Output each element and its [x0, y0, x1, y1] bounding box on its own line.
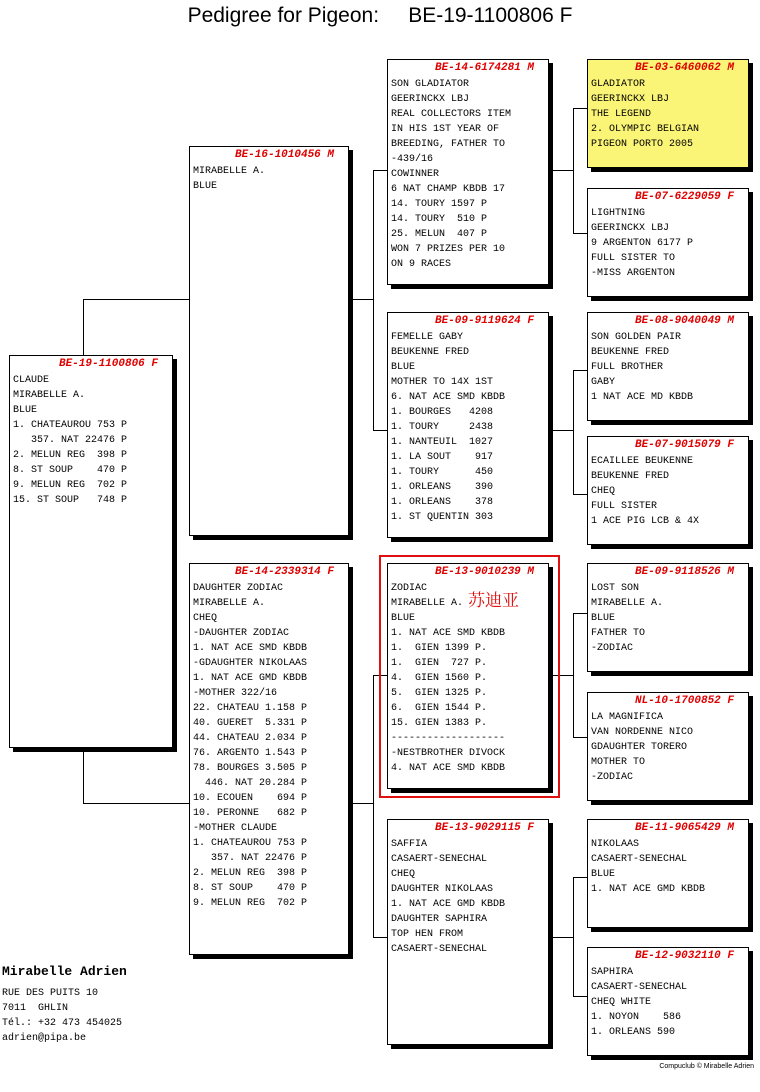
pigeon-card-ggs-7	[587, 819, 749, 928]
connector	[349, 299, 374, 300]
detail-line: GLADIATOR	[591, 79, 646, 90]
detail-line: GABY	[591, 377, 616, 388]
connector	[349, 803, 374, 804]
connector	[83, 748, 84, 804]
detail-line: CHEQ	[193, 613, 218, 624]
detail-line: BREEDING, FATHER TO	[391, 139, 506, 150]
detail-line: 1. NAT ACE GMD KBDB	[591, 884, 706, 895]
detail-line: BEUKENNE FRED	[591, 471, 670, 482]
connector	[573, 613, 588, 614]
detail-line: 40. GUERET 5.331 P	[193, 718, 308, 729]
detail-line: 10. PERONNE 682 P	[193, 808, 308, 819]
pigeon-details	[193, 164, 265, 194]
connector	[373, 675, 374, 937]
ring-number: BE-07-6229059 F	[634, 191, 734, 203]
detail-line: 1. NAT ACE SMD KBDB	[391, 628, 506, 639]
detail-line: 1. BOURGES 4208	[391, 407, 494, 418]
connector	[83, 299, 84, 355]
connector	[549, 937, 574, 938]
pigeon-card-sire-dam	[387, 312, 549, 538]
pigeon-card-ggs-8	[587, 947, 749, 1056]
pigeon-details	[13, 373, 127, 508]
ring-number: BE-16-1010456 M	[234, 149, 334, 161]
connector	[373, 430, 388, 431]
footer-credit: Compuclub © Mirabelle Adrien	[659, 1063, 754, 1070]
detail-line: MOTHER TO	[591, 757, 646, 768]
detail-line: 2. OLYMPIC BELGIAN	[591, 124, 700, 135]
detail-line: 5. GIEN 1325 P.	[391, 688, 488, 699]
detail-line: BLUE	[193, 181, 218, 192]
ring-number: BE-14-6174281 M	[434, 62, 534, 74]
pigeon-details	[193, 581, 307, 911]
detail-line: 44. CHATEAU 2.034 P	[193, 733, 308, 744]
detail-line: 22. CHATEAU 1.158 P	[193, 703, 308, 714]
ring-number: BE-09-9118526 M	[634, 566, 734, 578]
connector	[373, 170, 388, 171]
detail-line: 1. CHATEAUROU 753 P	[13, 420, 128, 431]
detail-line: 1. ST QUENTIN 303	[391, 512, 494, 523]
connector	[373, 937, 388, 938]
connector	[573, 613, 574, 738]
detail-line: 9. MELUN REG 702 P	[193, 898, 308, 909]
owner-email[interactable]: adrien@pipa.be	[2, 1033, 87, 1044]
detail-line: BEUKENNE FRED	[591, 347, 670, 358]
pigeon-card-ggs-2	[587, 188, 749, 297]
detail-line: 1. NAT ACE SMD KBDB	[193, 643, 308, 654]
detail-line: 6. NAT ACE SMD KBDB	[391, 392, 506, 403]
pigeon-card-ggs-5	[587, 563, 749, 672]
pigeon-details	[591, 330, 693, 405]
detail-line: BLUE	[591, 869, 616, 880]
detail-line: FULL BROTHER	[591, 362, 664, 373]
detail-line: VAN NORDENNE NICO	[591, 727, 694, 738]
detail-line: 25. MELUN 407 P	[391, 229, 488, 240]
detail-line: 14. TOURY 510 P	[391, 214, 488, 225]
detail-line: 4. NAT ACE SMD KBDB	[391, 763, 506, 774]
detail-line: GEERINCKX LBJ	[591, 223, 670, 234]
ring-number: BE-19-1100806 F	[58, 358, 158, 370]
detail-line: MIRABELLE A.	[193, 166, 266, 177]
ring-number: BE-09-9119624 F	[434, 315, 534, 327]
detail-line: 1 NAT ACE MD KBDB	[591, 392, 694, 403]
connector	[573, 737, 588, 738]
detail-line: 357. NAT 22476 P	[13, 435, 128, 446]
detail-line: GEERINCKX LBJ	[391, 94, 470, 105]
detail-line: MOTHER TO 14X 1ST	[391, 377, 494, 388]
ring-number: BE-13-9029115 F	[434, 822, 534, 834]
detail-line: -MISS ARGENTON	[591, 268, 676, 279]
detail-line: GEERINCKX LBJ	[591, 94, 670, 105]
detail-line: 6. GIEN 1544 P.	[391, 703, 488, 714]
detail-line: 1. NAT ACE GMD KBDB	[391, 899, 506, 910]
detail-line: 8. ST SOUP 470 P	[13, 465, 128, 476]
ring-number: BE-14-2339314 F	[234, 566, 334, 578]
ring-number: BE-08-9040049 M	[634, 315, 734, 327]
connector	[573, 108, 574, 234]
detail-line: MIRABELLE A.	[193, 598, 266, 609]
detail-line: THE LEGEND	[591, 109, 652, 120]
connector	[83, 803, 190, 804]
detail-line: CHEQ WHITE	[591, 997, 652, 1008]
detail-line: 4. GIEN 1560 P.	[391, 673, 488, 684]
detail-line: 15. GIEN 1383 P.	[391, 718, 488, 729]
detail-line: 9 ARGENTON 6177 P	[591, 238, 694, 249]
detail-line: CASAERT-SENECHAL	[591, 854, 688, 865]
detail-line: REAL COLLECTORS ITEM	[391, 109, 512, 120]
detail-line: COWINNER	[391, 169, 440, 180]
detail-line: ECAILLEE BEUKENNE	[591, 456, 694, 467]
detail-line: 78. BOURGES 3.505 P	[193, 763, 308, 774]
detail-line: SAFFIA	[391, 839, 428, 850]
connector	[549, 430, 574, 431]
detail-line: 2. MELUN REG 398 P	[193, 868, 308, 879]
detail-line: -ZODIAC	[591, 643, 634, 654]
detail-line: 1. CHATEAUROU 753 P	[193, 838, 308, 849]
pigeon-card-dam	[189, 563, 349, 955]
connector	[573, 108, 588, 109]
pigeon-details	[591, 206, 693, 281]
detail-line: CHEQ	[391, 869, 416, 880]
detail-line: MIRABELLE A.	[591, 598, 664, 609]
detail-line: ZODIAC	[391, 583, 428, 594]
ring-number: BE-03-6460062 M	[634, 62, 734, 74]
detail-line: 357. NAT 22476 P	[193, 853, 308, 864]
pigeon-details	[391, 837, 505, 957]
detail-line: -ZODIAC	[591, 772, 634, 783]
detail-line: 1. ORLEANS 390	[391, 482, 494, 493]
connector	[549, 170, 574, 171]
detail-line: CLAUDE	[13, 375, 50, 386]
detail-line: CASAERT-SENECHAL	[391, 854, 488, 865]
detail-line: LOST SON	[591, 583, 640, 594]
detail-line: PIGEON PORTO 2005	[591, 139, 694, 150]
detail-line: ON 9 RACES	[391, 259, 452, 270]
pigeon-card-dam-dam	[387, 819, 549, 1045]
detail-line: 76. ARGENTO 1.543 P	[193, 748, 308, 759]
pigeon-details	[591, 581, 663, 656]
detail-line: BLUE	[591, 613, 616, 624]
detail-line: -DAUGHTER ZODIAC	[193, 628, 290, 639]
detail-line: DAUGHTER ZODIAC	[193, 583, 284, 594]
detail-line: -439/16	[391, 154, 434, 165]
detail-line: 1. ORLEANS 590	[591, 1027, 676, 1038]
detail-line: MIRABELLE A.	[13, 390, 86, 401]
detail-line: BEUKENNE FRED	[391, 347, 470, 358]
pigeon-details	[591, 837, 705, 897]
connector	[573, 877, 574, 997]
detail-line: TOP HEN FROM	[391, 929, 464, 940]
detail-line: 1. GIEN 1399 P.	[391, 643, 488, 654]
ring-number: BE-12-9032110 F	[634, 950, 734, 962]
pigeon-card-sire-sire	[387, 59, 549, 285]
detail-line: 1. TOURY 450	[391, 467, 494, 478]
detail-line: BLUE	[391, 362, 416, 373]
detail-line: -GDAUGHTER NIKOLAAS	[193, 658, 308, 669]
detail-line: 14. TOURY 1597 P	[391, 199, 488, 210]
detail-line: LIGHTNING	[591, 208, 646, 219]
connector	[573, 370, 588, 371]
pigeon-card-ggs-3	[587, 312, 749, 421]
connector	[373, 170, 374, 430]
ring-number: BE-11-9065429 M	[634, 822, 734, 834]
connector	[83, 299, 190, 300]
pigeon-details	[591, 965, 687, 1040]
detail-line: FULL SISTER TO	[591, 253, 676, 264]
detail-line: DAUGHTER SAPHIRA	[391, 914, 488, 925]
detail-line: CHEQ	[591, 486, 616, 497]
detail-line: BLUE	[13, 405, 38, 416]
pigeon-details	[591, 710, 693, 785]
detail-line: -NESTBROTHER DIVOCK	[391, 748, 506, 759]
detail-line: WON 7 PRIZES PER 10	[391, 244, 506, 255]
detail-line: 15. ST SOUP 748 P	[13, 495, 128, 506]
detail-line: 8. ST SOUP 470 P	[193, 883, 308, 894]
detail-line: IN HIS 1ST YEAR OF	[391, 124, 500, 135]
detail-line: 1. NOYON 586	[591, 1012, 682, 1023]
detail-line: 1. ORLEANS 378	[391, 497, 494, 508]
detail-line: SON GOLDEN PAIR	[591, 332, 682, 343]
pigeon-details	[391, 77, 511, 272]
detail-line: -MOTHER 322/16	[193, 688, 278, 699]
pigeon-details	[591, 454, 699, 529]
detail-line: CASAERT-SENECHAL	[391, 944, 488, 955]
connector	[573, 877, 588, 878]
pigeon-card-ggs-6	[587, 692, 749, 801]
pigeon-details	[391, 330, 505, 525]
detail-line: NIKOLAAS	[591, 839, 640, 850]
detail-line: -MOTHER CLAUDE	[193, 823, 278, 834]
detail-line: 1. NAT ACE GMD KBDB	[193, 673, 308, 684]
annotation-label: 苏迪亚	[468, 591, 519, 611]
connector	[573, 996, 588, 997]
owner-name: Mirabelle Adrien	[2, 964, 127, 979]
pigeon-card-ggs-1	[587, 59, 749, 168]
detail-line: CASAERT-SENECHAL	[591, 982, 688, 993]
pigeon-card-subject	[9, 355, 173, 748]
detail-line: 1. LA SOUT 917	[391, 452, 494, 463]
detail-line: 9. MELUN REG 702 P	[13, 480, 128, 491]
detail-line: 1. GIEN 727 P.	[391, 658, 488, 669]
ring-number: BE-07-9015079 F	[634, 439, 734, 451]
detail-line: SAPHIRA	[591, 967, 634, 978]
detail-line: 6 NAT CHAMP KBDB 17	[391, 184, 506, 195]
owner-address-city: 7011 GHLIN	[2, 1003, 69, 1014]
detail-line: MIRABELLE A.	[391, 598, 464, 609]
detail-line: 446. NAT 20.284 P	[193, 778, 308, 789]
connector	[573, 233, 588, 234]
detail-line: FATHER TO	[591, 628, 646, 639]
detail-line: LA MAGNIFICA	[591, 712, 664, 723]
detail-line: BLUE	[391, 613, 416, 624]
pigeon-card-sire	[189, 146, 349, 536]
detail-line: FULL SISTER	[591, 501, 658, 512]
detail-line: -------------------	[391, 733, 506, 744]
detail-line: GDAUGHTER TORERO	[591, 742, 688, 753]
detail-line: 1. NANTEUIL 1027	[391, 437, 494, 448]
connector	[573, 370, 574, 495]
ring-number: NL-10-1700852 F	[634, 695, 734, 707]
detail-line: 2. MELUN REG 398 P	[13, 450, 128, 461]
detail-line: 1. TOURY 2438	[391, 422, 494, 433]
connector	[573, 494, 588, 495]
detail-line: 10. ECOUEN 694 P	[193, 793, 308, 804]
owner-phone: Tél.: +32 473 454025	[2, 1018, 123, 1029]
pigeon-card-ggs-4	[587, 436, 749, 545]
owner-address-street: RUE DES PUITS 10	[2, 988, 99, 999]
ring-number: BE-13-9010239 M	[434, 566, 534, 578]
pedigree-title: Pedigree for Pigeon: BE-19-1100806 F	[187, 4, 573, 27]
pigeon-details	[591, 77, 699, 152]
detail-line: 1 ACE PIG LCB & 4X	[591, 516, 700, 527]
detail-line: FEMELLE GABY	[391, 332, 464, 343]
detail-line: DAUGHTER NIKOLAAS	[391, 884, 494, 895]
detail-line: SON GLADIATOR	[391, 79, 470, 90]
